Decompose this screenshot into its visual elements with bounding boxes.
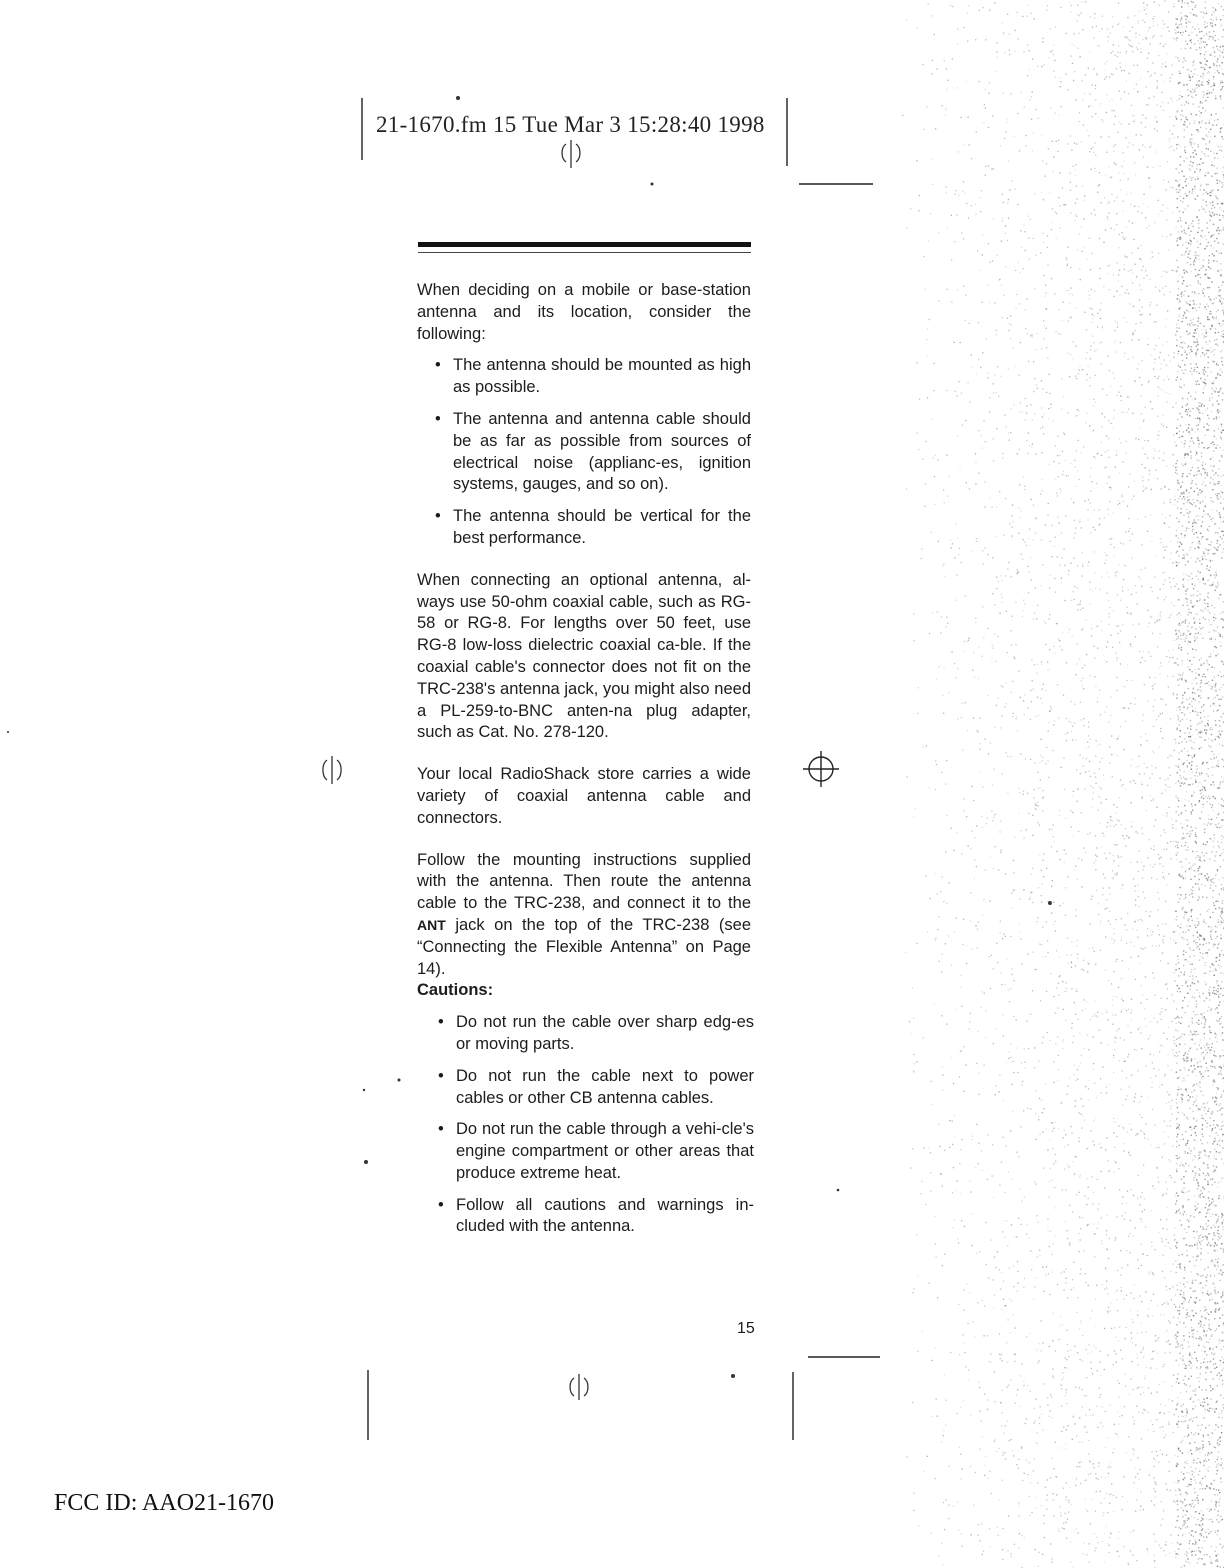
connecting-paragraph: When connecting an optional antenna, al-ways use 50-ohm coaxial cable, such as RG-58 or RG-8. For lengths over 50 feet, use RG-8 low-loss dielectric coaxial ca-ble. If the coaxial cable's connector does not fit on the TRC-238's antenna jack, you might also need a PL-259-to-BNC anten-na plug adapter, such as Cat. No. 278-120. — [417, 570, 751, 742]
list-item-text: The antenna should be vertical for the best performance. — [453, 507, 751, 547]
registration-mark-icon — [323, 756, 341, 784]
mounting-text-before: Follow the mounting instructions supplied with the antenna. Then route the antenna cable to the TRC-238, and connect it to the — [417, 850, 751, 913]
bullet-icon: • — [438, 1120, 444, 1139]
bullet-icon: • — [438, 1066, 444, 1085]
registration-mark-icon — [562, 140, 580, 168]
ant-jack-label: ANT — [417, 916, 446, 933]
bullet-icon: • — [435, 356, 441, 375]
registration-mark-icon — [570, 1374, 588, 1400]
page-number: 15 — [737, 1320, 755, 1337]
bullet-icon: • — [438, 1195, 444, 1214]
cautions-heading: Cautions: — [417, 981, 494, 1000]
list-item-text: Do not run the cable over sharp edg-es or moving parts. — [456, 1013, 754, 1053]
print-stamp: 21-1670.fm 15 Tue Mar 3 15:28:40 1998 — [376, 112, 765, 137]
store-paragraph: Your local RadioShack store carries a wide variety of coaxial antenna cable and connectors. — [417, 765, 751, 827]
mounting-text-after: jack on the top of the TRC-238 (see “Connecting the Flexible Antenna” on Page 14). — [417, 915, 751, 978]
bullet-icon: • — [435, 507, 441, 526]
list-item-text: The antenna should be mounted as high as possible. — [453, 356, 751, 397]
scan-noise-band — [900, 0, 1224, 1568]
list-item-text: Follow all cautions and warnings in-cluded with the antenna. — [456, 1195, 754, 1236]
list-item-text: Do not run the cable next to power cables or other CB antenna cables. — [456, 1066, 754, 1107]
intro-paragraph: When deciding on a mobile or base-station antenna and its location, consider the following: — [417, 281, 751, 343]
crosshair-target-icon — [803, 751, 839, 787]
bullet-icon: • — [435, 409, 441, 428]
list-item-text: Do not run the cable through a vehi-cle's engine compartment or other areas that produce extreme heat. — [456, 1120, 754, 1182]
scan-speck — [7, 96, 1052, 1378]
fcc-id-label: FCC ID: AAO21-1670 — [54, 1490, 275, 1516]
list-item-text: The antenna and antenna cable should be as far as possible from sources of electrical noise (applianc-es, ignition systems, gauges, and so on). — [453, 409, 751, 494]
bullet-icon: • — [438, 1013, 444, 1032]
